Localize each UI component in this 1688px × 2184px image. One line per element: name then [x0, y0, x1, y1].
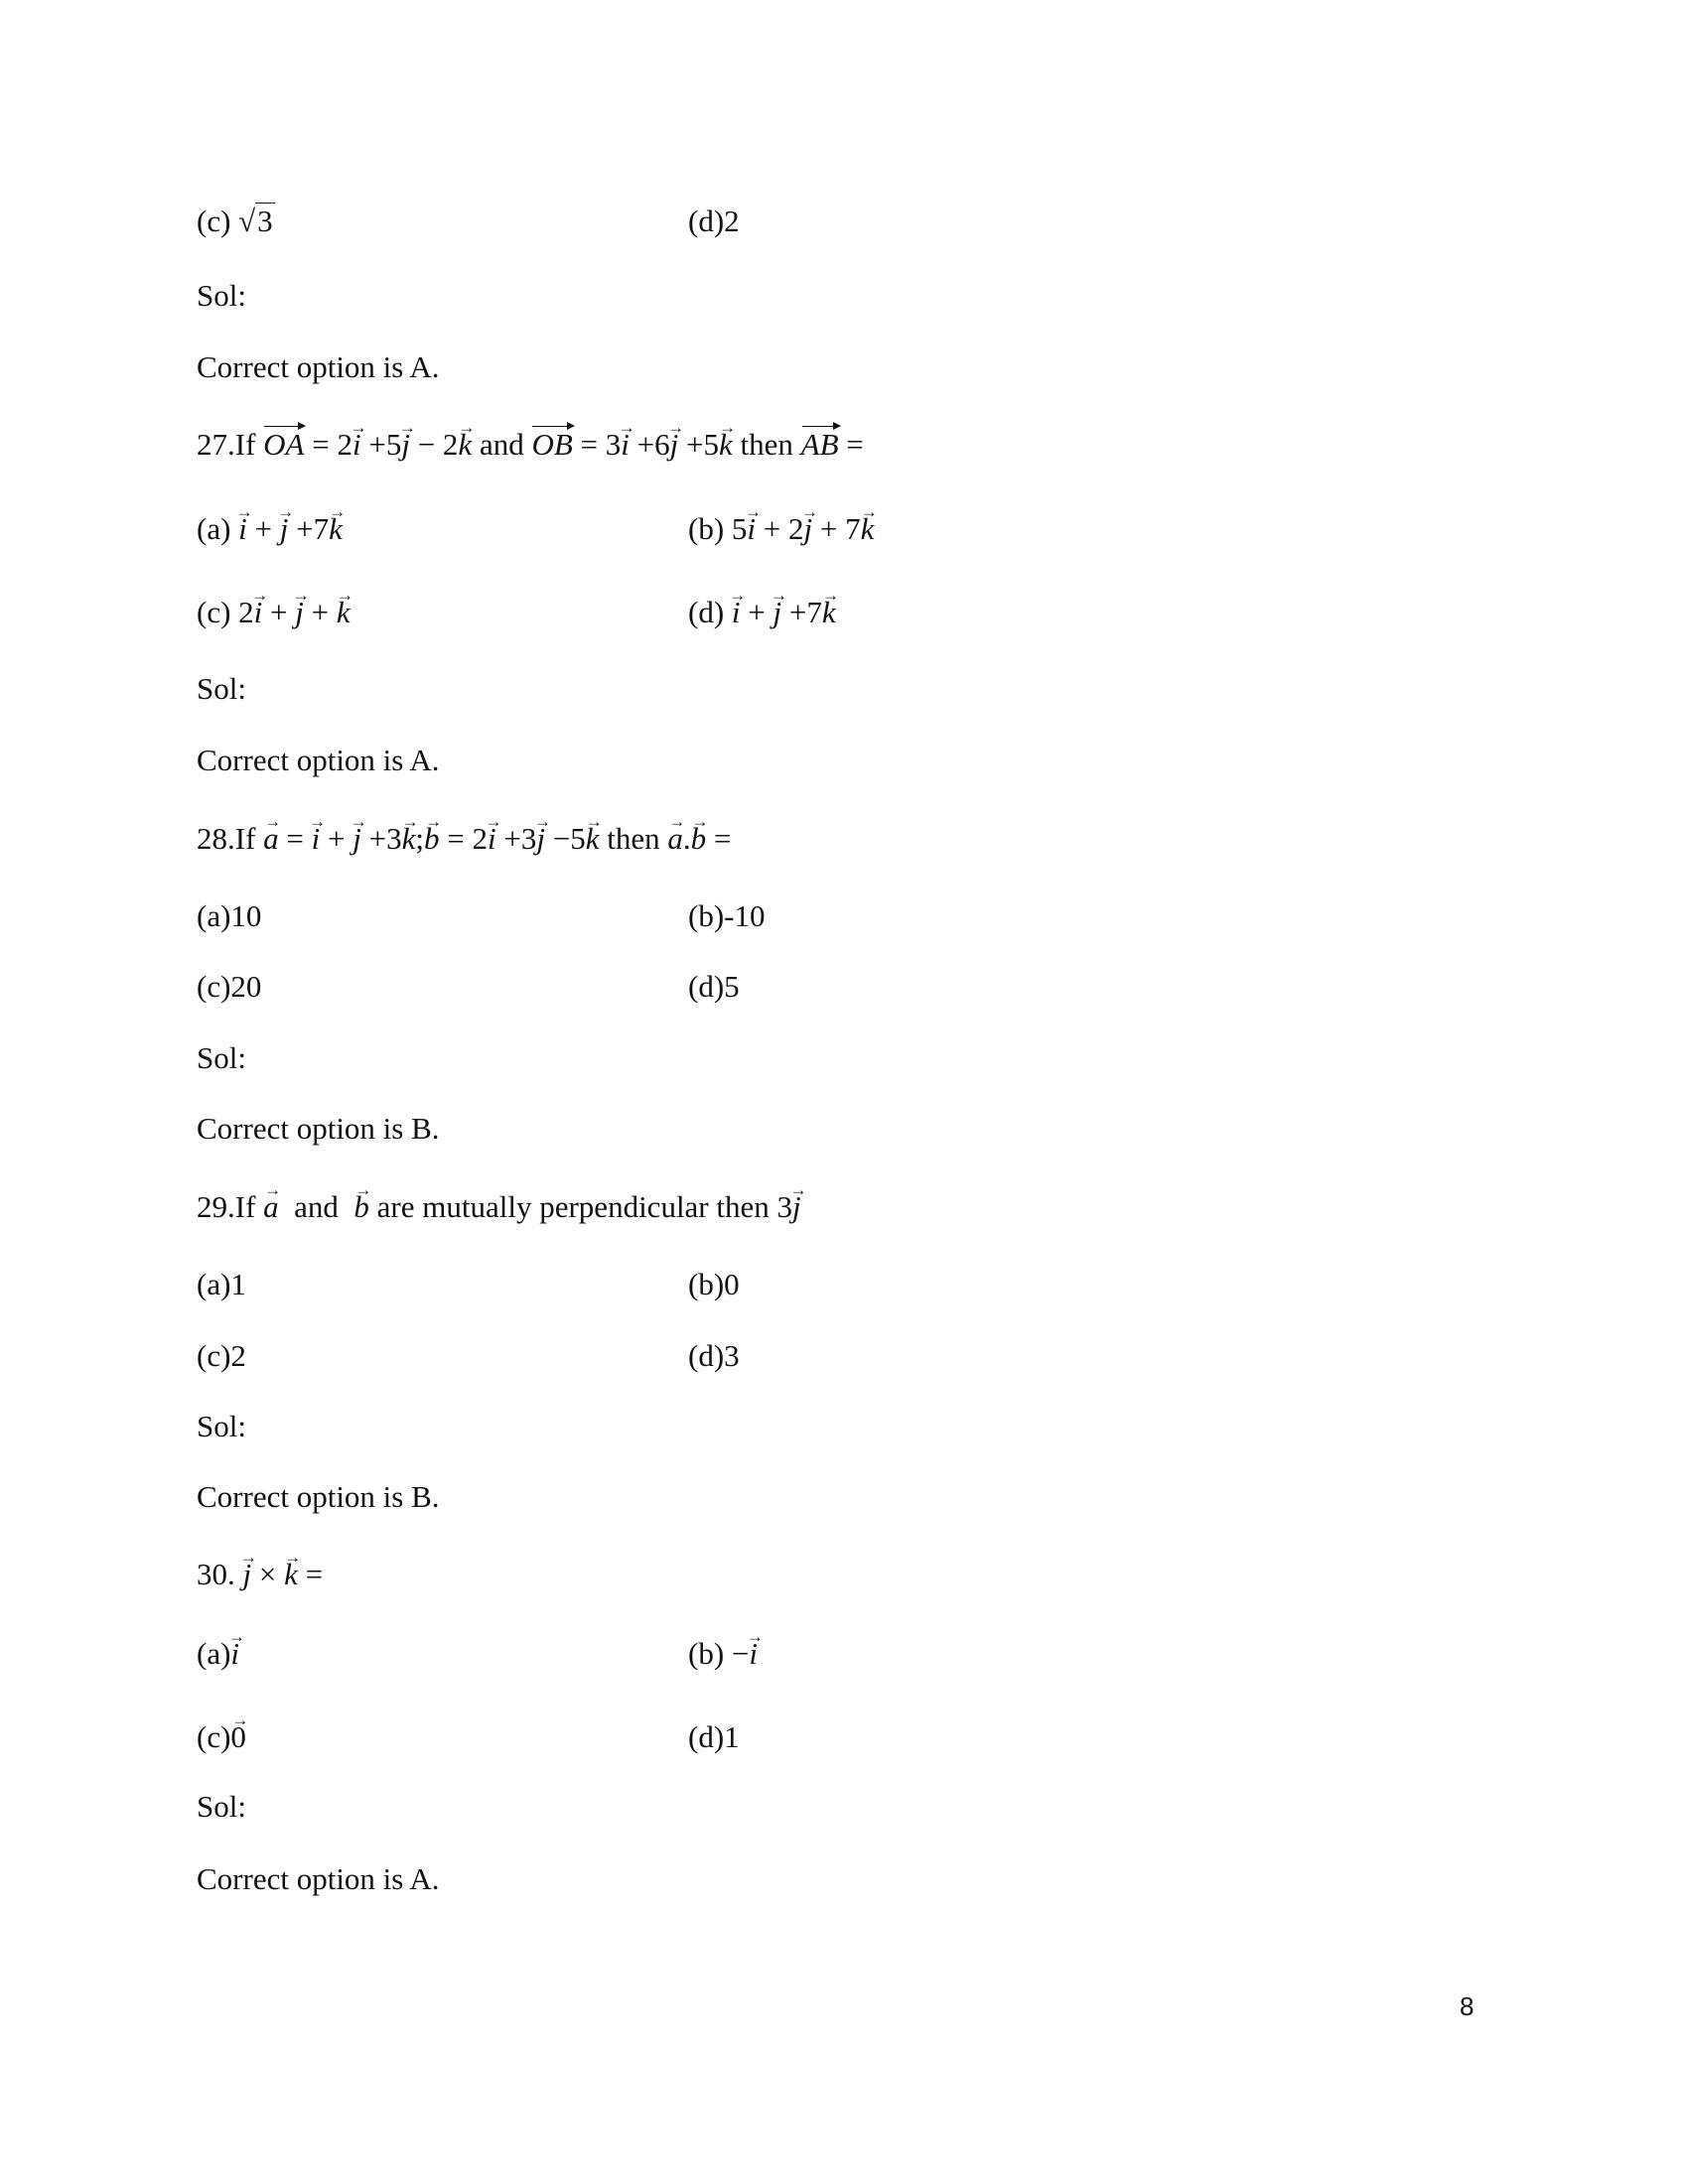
vector-j: → j [536, 819, 545, 859]
vector-a: → a [263, 1187, 279, 1227]
page-number: 8 [1460, 1991, 1475, 2021]
math-text: = [706, 821, 732, 856]
math-text: then [599, 821, 668, 856]
question-number: 28. [197, 821, 235, 856]
q30-option-d: (d)1 [688, 1719, 740, 1754]
q29-option-d: (d)3 [688, 1338, 740, 1373]
math-text: + 2 [756, 511, 804, 546]
vector-i: → i [747, 509, 756, 549]
vector-j: → j [243, 1555, 252, 1594]
option-label: (c) [197, 204, 239, 238]
question-number: 29. [197, 1189, 235, 1224]
option-label: (c) [197, 595, 239, 629]
vector-j: → j [280, 509, 289, 549]
option-label: (a) [197, 1636, 231, 1671]
vector-b: → b [691, 819, 707, 859]
q26-option-d: (d)2 [688, 204, 740, 238]
math-text: + [246, 511, 280, 546]
vector-j: → j [774, 593, 782, 632]
math-text: ; [415, 821, 424, 856]
vector-i: → i [254, 593, 263, 632]
vector-a: → a [667, 819, 683, 859]
option-label: (c) [197, 1719, 231, 1754]
q26-option-c [197, 202, 275, 241]
math-text: = 3 [572, 427, 622, 462]
vector-k: → k [337, 593, 351, 632]
math-text: + [262, 595, 296, 629]
math-text: − 2 [409, 427, 459, 462]
q27-question [197, 425, 864, 465]
vector-k: → k [822, 593, 836, 632]
q27-answer: Correct option is A. [197, 743, 440, 777]
vector-i: → i [352, 425, 361, 465]
math-text: = [278, 821, 312, 856]
math-text: = [297, 1557, 324, 1591]
vector-j: → j [295, 593, 304, 632]
math-text: = [838, 427, 864, 462]
q29-option-b: (b)0 [688, 1267, 740, 1301]
math-text: +6 [629, 427, 670, 462]
q29-answer: Correct option is B. [197, 1479, 440, 1514]
sqrt-symbol: √3 [238, 204, 273, 238]
math-text: = 2 [304, 427, 352, 462]
math-text: +7 [288, 511, 330, 546]
math-text: × [251, 1557, 285, 1591]
vector-i: → i [312, 819, 321, 859]
q29-question [197, 1187, 801, 1227]
math-text: and [472, 427, 532, 462]
vector-i: → i [238, 509, 247, 549]
math-text: then [732, 427, 801, 462]
q26-answer: Correct option is A. [197, 349, 440, 384]
q28-option-d: (d)5 [688, 969, 740, 1004]
vector-j: → j [670, 425, 679, 465]
vector-j: → j [792, 1187, 801, 1227]
math-text: + [320, 821, 353, 856]
q29-option-a: (a)1 [197, 1267, 246, 1301]
math-text: and [278, 1189, 354, 1224]
q27-sol: Sol: [197, 671, 246, 706]
math-text: +5 [360, 427, 402, 462]
q27-option-c [197, 593, 351, 632]
q30-option-c [197, 1717, 246, 1757]
vector-i: → i [621, 425, 630, 465]
vector-j: → j [352, 819, 361, 859]
math-text: 2 [238, 595, 254, 629]
vector-oa: OA [263, 425, 304, 465]
vector-j: → j [804, 509, 813, 549]
q30-sol: Sol: [197, 1789, 246, 1824]
q30-answer: Correct option is A. [197, 1861, 440, 1896]
q28-option-c: (c)20 [197, 969, 262, 1004]
vector-i: → i [488, 819, 496, 859]
vector-k: → k [329, 509, 343, 549]
question-text: are mutually perpendicular then 3 [368, 1189, 793, 1224]
q28-answer: Correct option is B. [197, 1111, 440, 1146]
option-label: (b) − [688, 1636, 750, 1671]
math-text: + [740, 595, 774, 629]
vector-i: → i [732, 593, 741, 632]
vector-k: → k [719, 425, 733, 465]
math-text: + 7 [812, 511, 861, 546]
vector-b: → b [353, 1187, 369, 1227]
vector-k: → k [458, 425, 472, 465]
math-text: +5 [678, 427, 719, 462]
q28-option-b: (b)-10 [688, 898, 766, 933]
vector-k: → k [402, 819, 416, 859]
question-number: 30. [197, 1557, 243, 1591]
q30-question [197, 1555, 323, 1594]
q28-question [197, 819, 731, 859]
q29-sol: Sol: [197, 1409, 246, 1443]
option-label: (b) [688, 511, 732, 546]
option-label: (a) [197, 511, 239, 546]
math-text: −5 [544, 821, 586, 856]
vector-i: → i [230, 1634, 239, 1674]
math-text: 5 [731, 511, 748, 546]
math-text: +7 [781, 595, 822, 629]
q29-option-c: (c)2 [197, 1338, 246, 1373]
vector-a: → a [263, 819, 279, 859]
q27-option-a [197, 509, 343, 549]
math-text: +3 [360, 821, 402, 856]
question-text: If [234, 821, 264, 856]
question-text: If [234, 1189, 264, 1224]
q27-option-b [688, 509, 874, 549]
q28-option-a: (a)10 [197, 898, 262, 933]
vector-i: → i [749, 1634, 758, 1674]
vector-b: → b [424, 819, 440, 859]
q28-sol: Sol: [197, 1040, 246, 1075]
math-text: . [682, 821, 691, 856]
q30-option-b [688, 1634, 758, 1674]
sqrt-value: 3 [257, 204, 273, 238]
vector-k: → k [586, 819, 600, 859]
question-text: If [234, 427, 264, 462]
vector-ab: AB [801, 425, 839, 465]
vector-j: → j [401, 425, 410, 465]
vector-k: → k [284, 1555, 298, 1594]
q26-sol: Sol: [197, 278, 246, 313]
vector-k: → k [861, 509, 875, 549]
math-text: + [303, 595, 337, 629]
zero-vector: → 0 [230, 1717, 246, 1757]
math-text: +3 [495, 821, 537, 856]
q30-option-a [197, 1634, 239, 1674]
q27-option-d [688, 593, 836, 632]
question-number: 27. [197, 427, 235, 462]
option-label: (d) [688, 595, 732, 629]
math-text: = 2 [439, 821, 488, 856]
vector-ob: OB [531, 425, 572, 465]
